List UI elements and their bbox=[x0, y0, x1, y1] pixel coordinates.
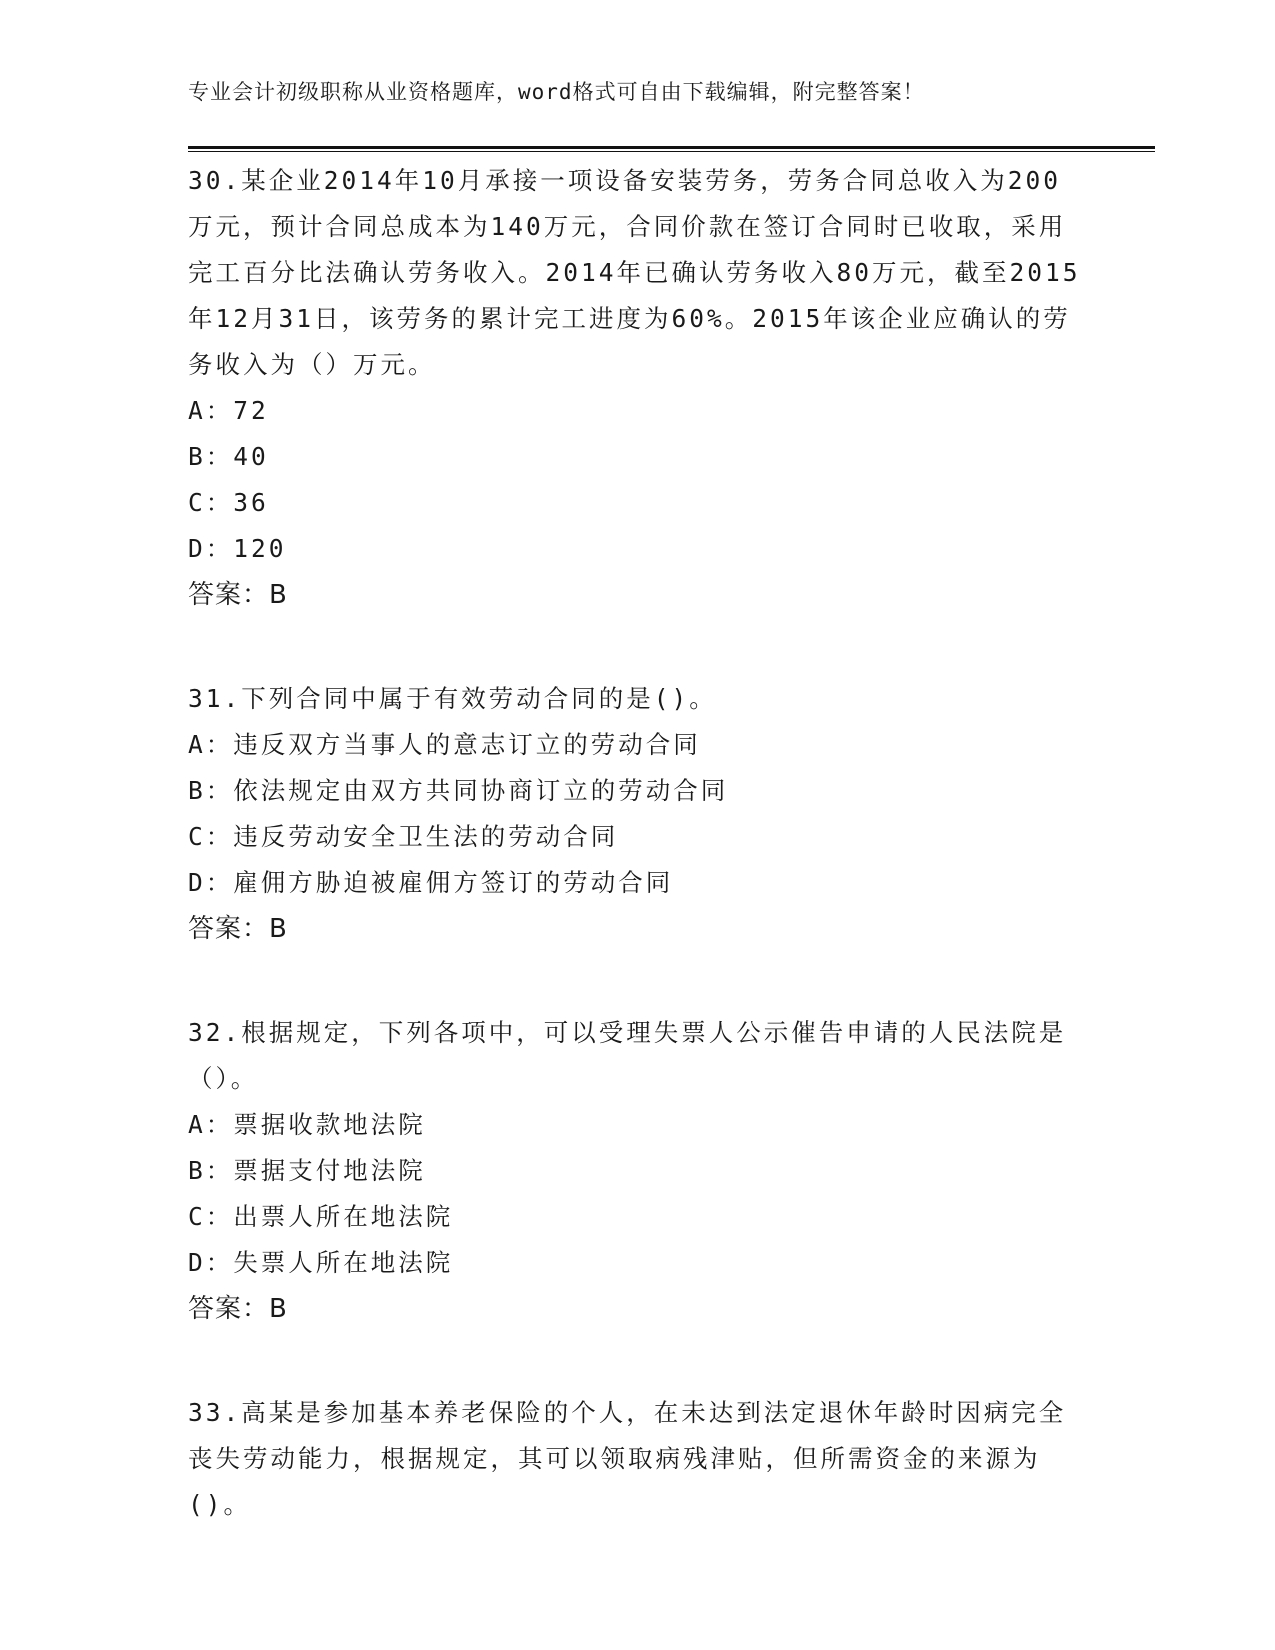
page-header: 专业会计初级职称从业资格题库，word格式可自由下载编辑，附完整答案！ bbox=[188, 80, 925, 104]
option-b: B：40 bbox=[188, 442, 269, 471]
option-c: C：36 bbox=[188, 488, 269, 517]
question-31 bbox=[188, 676, 1088, 952]
answer: 答案：B bbox=[188, 1294, 288, 1324]
question-32 bbox=[188, 1010, 1088, 1332]
option-a: A：违反双方当事人的意志订立的劳动合同 bbox=[188, 730, 701, 759]
question-30 bbox=[188, 158, 1088, 618]
header-rule-thin bbox=[188, 151, 1155, 152]
option-d: D：雇佣方胁迫被雇佣方签订的劳动合同 bbox=[188, 868, 674, 897]
question-text: 33.高某是参加基本养老保险的个人，在未达到法定退休年龄时因病完全丧失劳动能力，根据规定，其可以领取病残津贴，但所需资金的来源为()。 bbox=[188, 1398, 1067, 1519]
header-rule-thick bbox=[188, 146, 1155, 149]
option-b: B：依法规定由双方共同协商订立的劳动合同 bbox=[188, 776, 729, 805]
answer: 答案：B bbox=[188, 914, 288, 944]
question-33 bbox=[188, 1390, 1088, 1528]
question-text: 30.某企业2014年10月承接一项设备安装劳务，劳务合同总收入为200万元，预计合同总成本为140万元，合同价款在签订合同时已收取，采用完工百分比法确认劳务收入。2014年已确认劳务收入80万元，截至2015年12月31日，该劳务的累计完工进度为60%。2015年该企业应确认的劳务收入为（）万元。 bbox=[188, 166, 1081, 379]
option-d: D：失票人所在地法院 bbox=[188, 1248, 454, 1277]
option-a: A：票据收款地法院 bbox=[188, 1110, 426, 1139]
question-text: 31.下列合同中属于有效劳动合同的是()。 bbox=[188, 684, 717, 713]
question-list bbox=[188, 158, 1088, 1586]
option-a: A：72 bbox=[188, 396, 269, 425]
option-d: D：120 bbox=[188, 534, 287, 563]
option-c: C：违反劳动安全卫生法的劳动合同 bbox=[188, 822, 619, 851]
option-c: C：出票人所在地法院 bbox=[188, 1202, 454, 1231]
option-b: B：票据支付地法院 bbox=[188, 1156, 426, 1185]
answer: 答案：B bbox=[188, 580, 288, 610]
question-text: 32.根据规定，下列各项中，可以受理失票人公示催告申请的人民法院是（）。 bbox=[188, 1018, 1067, 1093]
